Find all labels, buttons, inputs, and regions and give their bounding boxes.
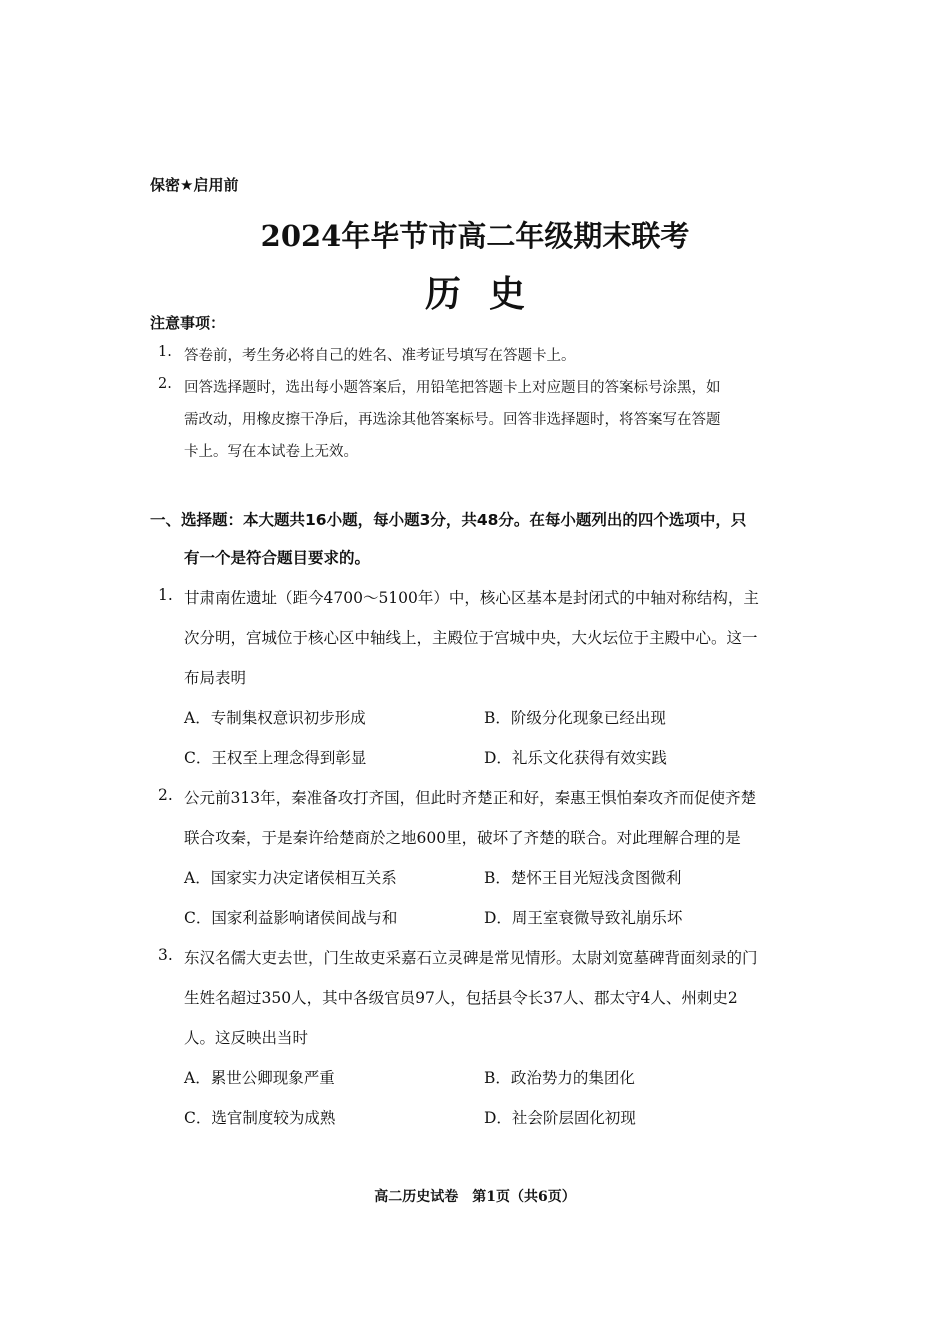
confidential-label: 保密★启用前 (150, 176, 239, 194)
option-a: A．国家实力决定诸侯相互关系 (184, 869, 397, 887)
question-stem-line: 布局表明 (184, 669, 247, 687)
page-footer: 高二历史试卷 第1页（共6页） (374, 1189, 576, 1205)
question-stem-line: 次分明，宫城位于核心区中轴线上，主殿位于宫城中央，大火坛位于主殿中心。这一 (184, 629, 758, 647)
notice-line: 答卷前，考生务必将自己的姓名、准考证号填写在答题卡上。 (184, 348, 576, 364)
option-b: B．阶级分化现象已经出现 (484, 709, 666, 727)
option-b: B．政治势力的集团化 (484, 1069, 635, 1087)
question-stem-line: 甘肃南佐遗址（距今4700～5100年）中，核心区基本是封闭式的中轴对称结构，主 (184, 589, 759, 607)
notice-line: 卡上。写在本试卷上无效。 (184, 444, 358, 460)
option-a: A．累世公卿现象严重 (184, 1069, 335, 1087)
question-stem-line: 人。这反映出当时 (184, 1029, 309, 1047)
option-a: A．专制集权意识初步形成 (184, 709, 366, 727)
option-b: B．楚怀王目光短浅贪图微利 (484, 869, 682, 887)
notice-number: 1. (158, 344, 172, 360)
question-stem-line: 公元前313年，秦准备攻打齐国，但此时齐楚正和好，秦惠王惧怕秦攻齐而促使齐楚 (184, 789, 757, 807)
option-d: D．社会阶层固化初现 (484, 1109, 636, 1127)
subject-title: 历史 (424, 273, 553, 315)
exam-title: 2024年毕节市高二年级期末联考 (260, 219, 690, 253)
question-number: 3. (158, 946, 173, 964)
option-d: D．礼乐文化获得有效实践 (484, 749, 667, 767)
notice-heading: 注意事项： (150, 314, 226, 332)
section-heading-line: 有一个是符合题目要求的。 (184, 549, 371, 567)
section-heading-line: 一、选择题：本大题共16小题，每小题3分，共48分。在每小题列出的四个选项中，只 (150, 511, 747, 529)
notice-line: 回答选择题时，选出每小题答案后，用铅笔把答题卡上对应题目的答案标号涂黑，如 (184, 380, 721, 396)
option-c: C．选官制度较为成熟 (184, 1109, 336, 1127)
notice-number: 2. (158, 376, 172, 392)
notice-line: 需改动，用橡皮擦干净后，再选涂其他答案标号。回答非选择题时，将答案写在答题 (184, 412, 721, 428)
option-c: C．王权至上理念得到彰显 (184, 749, 367, 767)
question-stem-line: 东汉名儒大吏去世，门生故吏采嘉石立灵碑是常见情形。太尉刘宽墓碑背面刻录的门 (184, 949, 758, 967)
option-c: C．国家利益影响诸侯间战与和 (184, 909, 398, 927)
question-number: 2. (158, 786, 173, 804)
option-d: D．周王室衰微导致礼崩乐坏 (484, 909, 683, 927)
question-stem-line: 联合攻秦，于是秦许给楚商於之地600里，破坏了齐楚的联合。对此理解合理的是 (184, 829, 741, 847)
question-stem-line: 生姓名超过350人，其中各级官员97人，包括县令长37人、郡太守4人、州刺史2 (184, 989, 738, 1007)
question-number: 1. (158, 586, 173, 604)
